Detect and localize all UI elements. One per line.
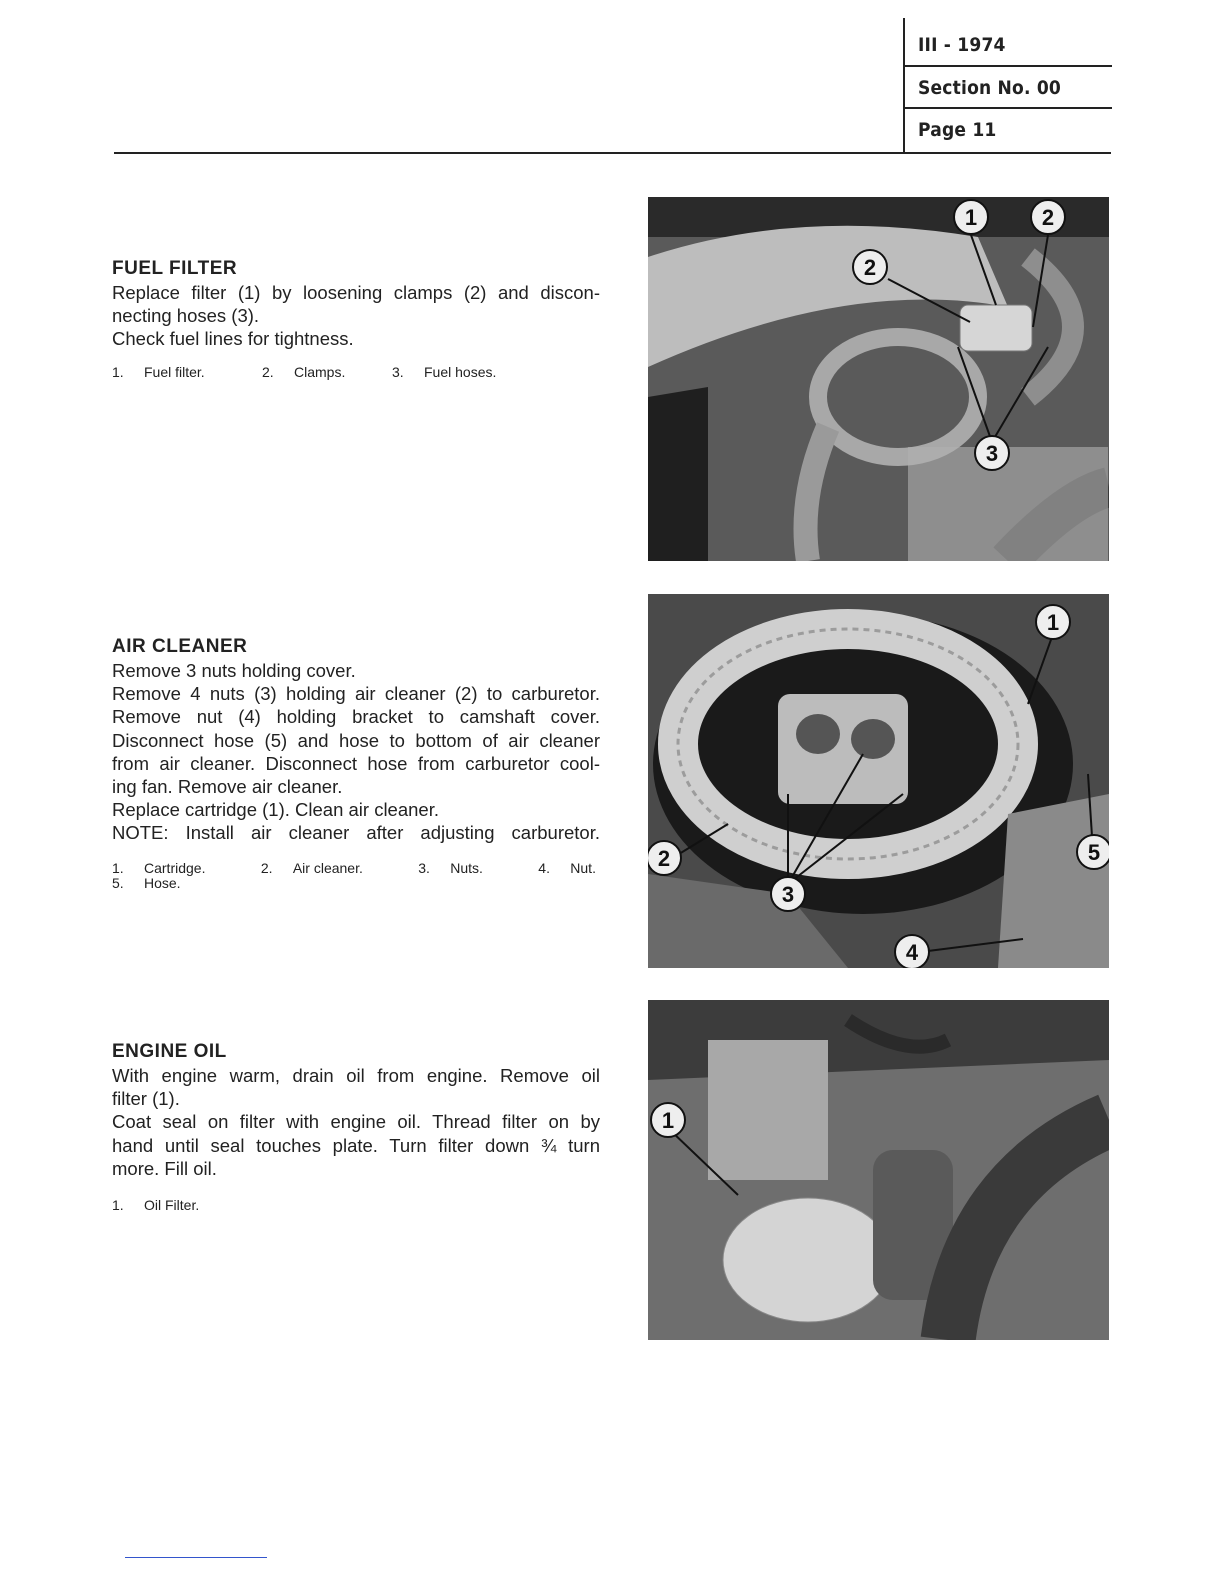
air-cleaner-photo-drawing [648,594,1109,968]
section-body [112,1064,600,1180]
body-line: Replace filter (1) by loosening clamps (2) and discon- [112,282,600,303]
engine-block [908,447,1108,561]
callout-badge-4 [895,935,929,968]
caption-item: 3. Nuts. [418,859,483,876]
engine-oil-section [112,1041,600,1213]
doc-reference: III - 1974 [918,34,1006,56]
section-title: ENGINE OIL [112,1041,227,1062]
body-line: With engine warm, drain oil from engine. Remove oil [112,1065,600,1086]
callout-badge-3 [975,436,1009,470]
camshaft-cover [998,794,1109,968]
air-cleaner-photo [648,594,1109,968]
header-divider-vertical [903,18,905,154]
footer-rule [125,1557,267,1558]
callout-badge-2 [1031,200,1065,234]
body-line: necting hoses (3). [112,305,260,327]
section-title: AIR CLEANER [112,636,248,657]
svg-text:2: 2 [1041,205,1055,230]
body-line: ing fan. Remove air cleaner. [112,776,343,798]
fuel-filter-photo [648,197,1109,561]
fuel-filter-section [112,258,600,380]
section-body [112,659,600,845]
carburetor-throat [796,714,840,754]
callout-badge-3 [771,877,805,911]
section-body [112,281,600,351]
engine-oil-photo [648,1000,1109,1340]
fuel-filter-photo-drawing [648,197,1109,561]
caption-item: 1. Cartridge. [112,859,206,876]
svg-text:3: 3 [985,441,999,466]
callout-badge-1 [1036,605,1070,639]
caption-list [112,1198,600,1213]
body-line: Remove nut (4) holding bracket to camshaft cover. [112,706,600,728]
callout-badge-1 [651,1103,685,1137]
body-line: Disconnect hose (5) and hose to bottom of air cleaner [112,729,600,751]
body-line: Replace cartridge (1). Clean air cleaner. [112,799,439,821]
body-line: Check fuel lines for tightness. [112,328,354,350]
caption-list [112,861,600,891]
callout-badge-2 [853,250,887,284]
svg-text:3: 3 [781,882,795,907]
fuel-filter-body [960,305,1032,351]
caption-item: 2. Clamps. [262,363,346,380]
body-line: hand until seal touches plate. Turn filter down ¾ turn [112,1134,600,1156]
oil-filter [723,1198,893,1322]
body-line: NOTE: Install air cleaner after adjusting carburetor. [112,822,600,844]
caption-item: 4. Nut. [538,859,596,876]
body-line: Remove 3 nuts holding cover. [112,660,356,681]
svg-text:2: 2 [863,255,877,280]
caption-list [112,365,600,380]
caption-item: 1. Oil Filter. [112,1197,200,1214]
section-number: Section No. 00 [918,77,1062,99]
header-separator [905,107,1112,109]
body-line: from air cleaner. Disconnect hose from carburetor cool- [112,752,600,774]
svg-text:5: 5 [1087,840,1101,865]
section-title: FUEL FILTER [112,258,238,279]
svg-text:2: 2 [657,846,671,871]
callout-badge-2 [648,841,681,875]
body-line: more. Fill oil. [112,1157,217,1179]
engine-oil-photo-drawing [648,1000,1109,1340]
air-cleaner-section [112,636,600,891]
caption-item: 1. Fuel filter. [112,363,205,380]
dark-panel [648,387,708,561]
caption-item: 2. Air cleaner. [260,859,363,876]
body-line: filter (1). [112,1088,180,1110]
svg-text:4: 4 [905,940,919,965]
page-number: Page 11 [918,119,997,141]
svg-text:1: 1 [1046,610,1060,635]
carburetor-throat [851,719,895,759]
header-separator [905,65,1112,67]
caption-item: 3. Fuel hoses. [392,363,497,380]
callout-badge-5 [1077,835,1109,869]
callout-badge-1 [954,200,988,234]
header-divider-horizontal [114,152,1111,154]
svg-text:1: 1 [964,205,978,230]
body-line: Remove 4 nuts (3) holding air cleaner (2) to carburetor. [112,683,600,705]
svg-text:1: 1 [661,1108,675,1133]
body-line: Coat seal on filter with engine oil. Thread filter on by [112,1111,600,1133]
caption-item: 5. Hose. [112,874,181,891]
carburetor-assembly [708,1040,828,1180]
